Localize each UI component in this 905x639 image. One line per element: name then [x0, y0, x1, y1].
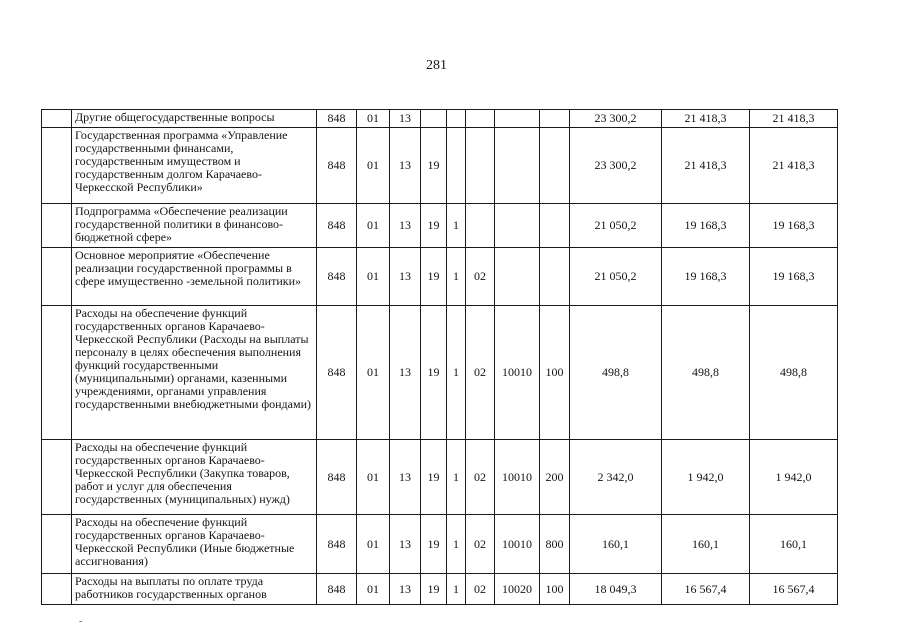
amount-year2-cell: 21 418,3 — [662, 110, 750, 128]
section-code-cell: 01 — [357, 574, 390, 605]
row-blank-cell — [42, 128, 72, 204]
expense-type-cell — [540, 204, 570, 248]
direction-code-cell: 10010 — [495, 515, 540, 574]
subprogram-code-cell: 1 — [447, 204, 466, 248]
expense-type-cell — [540, 128, 570, 204]
amount-year3-cell: 1 942,0 — [750, 440, 838, 515]
subprogram-code-cell: 1 — [447, 440, 466, 515]
subprogram-code-cell — [447, 128, 466, 204]
table-row — [42, 110, 838, 128]
expense-type-cell: 100 — [540, 574, 570, 605]
amount-year2-cell: 1 942,0 — [662, 440, 750, 515]
budget-table — [41, 109, 838, 605]
section-code-cell: 01 — [357, 515, 390, 574]
table-row — [42, 306, 838, 440]
subsection-code-cell: 13 — [390, 440, 421, 515]
subsection-code-cell: 13 — [390, 306, 421, 440]
subsection-code-cell: 13 — [390, 110, 421, 128]
event-code-cell — [466, 128, 495, 204]
row-name-cell: Расходы на обеспечение функций государственных органов Карачаево-Черкесской Республики (Закупка товаров, работ и услуг для обеспечения государственных (муниципальных) нужд) — [72, 440, 317, 515]
amount-year2-cell: 498,8 — [662, 306, 750, 440]
direction-code-cell — [495, 204, 540, 248]
amount-year2-cell: 19 168,3 — [662, 204, 750, 248]
subsection-code-cell: 13 — [390, 515, 421, 574]
table-row — [42, 128, 838, 204]
subsection-code-cell: 13 — [390, 248, 421, 306]
event-code-cell: 02 — [466, 574, 495, 605]
subprogram-code-cell: 1 — [447, 248, 466, 306]
ved-code-cell: 848 — [317, 306, 357, 440]
subprogram-code-cell: 1 — [447, 515, 466, 574]
program-code-cell: 19 — [421, 128, 447, 204]
program-code-cell: 19 — [421, 306, 447, 440]
event-code-cell: 02 — [466, 515, 495, 574]
expense-type-cell: 100 — [540, 306, 570, 440]
expense-type-cell — [540, 110, 570, 128]
ved-code-cell: 848 — [317, 574, 357, 605]
event-code-cell: 02 — [466, 440, 495, 515]
amount-year2-cell: 160,1 — [662, 515, 750, 574]
amount-year3-cell: 19 168,3 — [750, 248, 838, 306]
amount-year2-cell: 16 567,4 — [662, 574, 750, 605]
section-code-cell: 01 — [357, 110, 390, 128]
expense-type-cell: 800 — [540, 515, 570, 574]
direction-code-cell — [495, 110, 540, 128]
direction-code-cell — [495, 248, 540, 306]
ved-code-cell: 848 — [317, 515, 357, 574]
section-code-cell: 01 — [357, 306, 390, 440]
section-code-cell: 01 — [357, 248, 390, 306]
table-row — [42, 248, 838, 306]
section-code-cell: 01 — [357, 440, 390, 515]
table-row — [42, 440, 838, 515]
program-code-cell — [421, 110, 447, 128]
table-body — [42, 110, 838, 605]
program-code-cell: 19 — [421, 204, 447, 248]
subsection-code-cell: 13 — [390, 204, 421, 248]
row-name-cell: Расходы на обеспечение функций государственных органов Карачаево-Черкесской Республики (Иные бюджетные ассигнования) — [72, 515, 317, 574]
expense-type-cell — [540, 248, 570, 306]
row-name-cell: Государственная программа «Управление государственными финансами, государственным имуществом и государственным долгом Карачаево-Черкесской Республики» — [72, 128, 317, 204]
program-code-cell: 19 — [421, 574, 447, 605]
row-blank-cell — [42, 248, 72, 306]
amount-year3-cell: 21 418,3 — [750, 128, 838, 204]
stray-mark: - — [79, 616, 83, 627]
page-number: 281 — [426, 58, 447, 73]
program-code-cell: 19 — [421, 440, 447, 515]
amount-year3-cell: 160,1 — [750, 515, 838, 574]
section-code-cell: 01 — [357, 128, 390, 204]
amount-year1-cell: 18 049,3 — [570, 574, 662, 605]
table-row — [42, 204, 838, 248]
direction-code-cell: 10010 — [495, 440, 540, 515]
event-code-cell — [466, 204, 495, 248]
amount-year3-cell: 21 418,3 — [750, 110, 838, 128]
program-code-cell: 19 — [421, 515, 447, 574]
amount-year1-cell: 23 300,2 — [570, 128, 662, 204]
subsection-code-cell: 13 — [390, 574, 421, 605]
direction-code-cell — [495, 128, 540, 204]
amount-year3-cell: 16 567,4 — [750, 574, 838, 605]
row-blank-cell — [42, 440, 72, 515]
direction-code-cell: 10010 — [495, 306, 540, 440]
subprogram-code-cell: 1 — [447, 306, 466, 440]
event-code-cell: 02 — [466, 306, 495, 440]
amount-year1-cell: 21 050,2 — [570, 204, 662, 248]
amount-year2-cell: 21 418,3 — [662, 128, 750, 204]
row-blank-cell — [42, 306, 72, 440]
row-name-cell: Подпрограмма «Обеспечение реализации государственной политики в финансово-бюджетной сфере» — [72, 204, 317, 248]
row-name-cell: Основное мероприятие «Обеспечение реализации государственной программы в сфере имущественно -земельной политики» — [72, 248, 317, 306]
row-blank-cell — [42, 515, 72, 574]
ved-code-cell: 848 — [317, 204, 357, 248]
ved-code-cell: 848 — [317, 128, 357, 204]
amount-year1-cell: 160,1 — [570, 515, 662, 574]
ved-code-cell: 848 — [317, 248, 357, 306]
subprogram-code-cell — [447, 110, 466, 128]
event-code-cell: 02 — [466, 248, 495, 306]
amount-year1-cell: 23 300,2 — [570, 110, 662, 128]
direction-code-cell: 10020 — [495, 574, 540, 605]
amount-year2-cell: 19 168,3 — [662, 248, 750, 306]
table-row — [42, 515, 838, 574]
event-code-cell — [466, 110, 495, 128]
amount-year1-cell: 498,8 — [570, 306, 662, 440]
subsection-code-cell: 13 — [390, 128, 421, 204]
amount-year3-cell: 498,8 — [750, 306, 838, 440]
row-blank-cell — [42, 574, 72, 605]
row-blank-cell — [42, 110, 72, 128]
expense-type-cell: 200 — [540, 440, 570, 515]
subprogram-code-cell: 1 — [447, 574, 466, 605]
program-code-cell: 19 — [421, 248, 447, 306]
row-name-cell: Другие общегосударственные вопросы — [72, 110, 317, 128]
section-code-cell: 01 — [357, 204, 390, 248]
table-row — [42, 574, 838, 605]
row-name-cell: Расходы на выплаты по оплате труда работников государственных органов — [72, 574, 317, 605]
amount-year1-cell: 21 050,2 — [570, 248, 662, 306]
row-blank-cell — [42, 204, 72, 248]
row-name-cell: Расходы на обеспечение функций государственных органов Карачаево-Черкесской Республики (Расходы на выплаты персоналу в целях обеспечения выполнения функций государственными (муниципальными) органами, казенными учреждениями, органами управления государственными внебюджетными фондами) — [72, 306, 317, 440]
amount-year3-cell: 19 168,3 — [750, 204, 838, 248]
ved-code-cell: 848 — [317, 440, 357, 515]
amount-year1-cell: 2 342,0 — [570, 440, 662, 515]
ved-code-cell: 848 — [317, 110, 357, 128]
